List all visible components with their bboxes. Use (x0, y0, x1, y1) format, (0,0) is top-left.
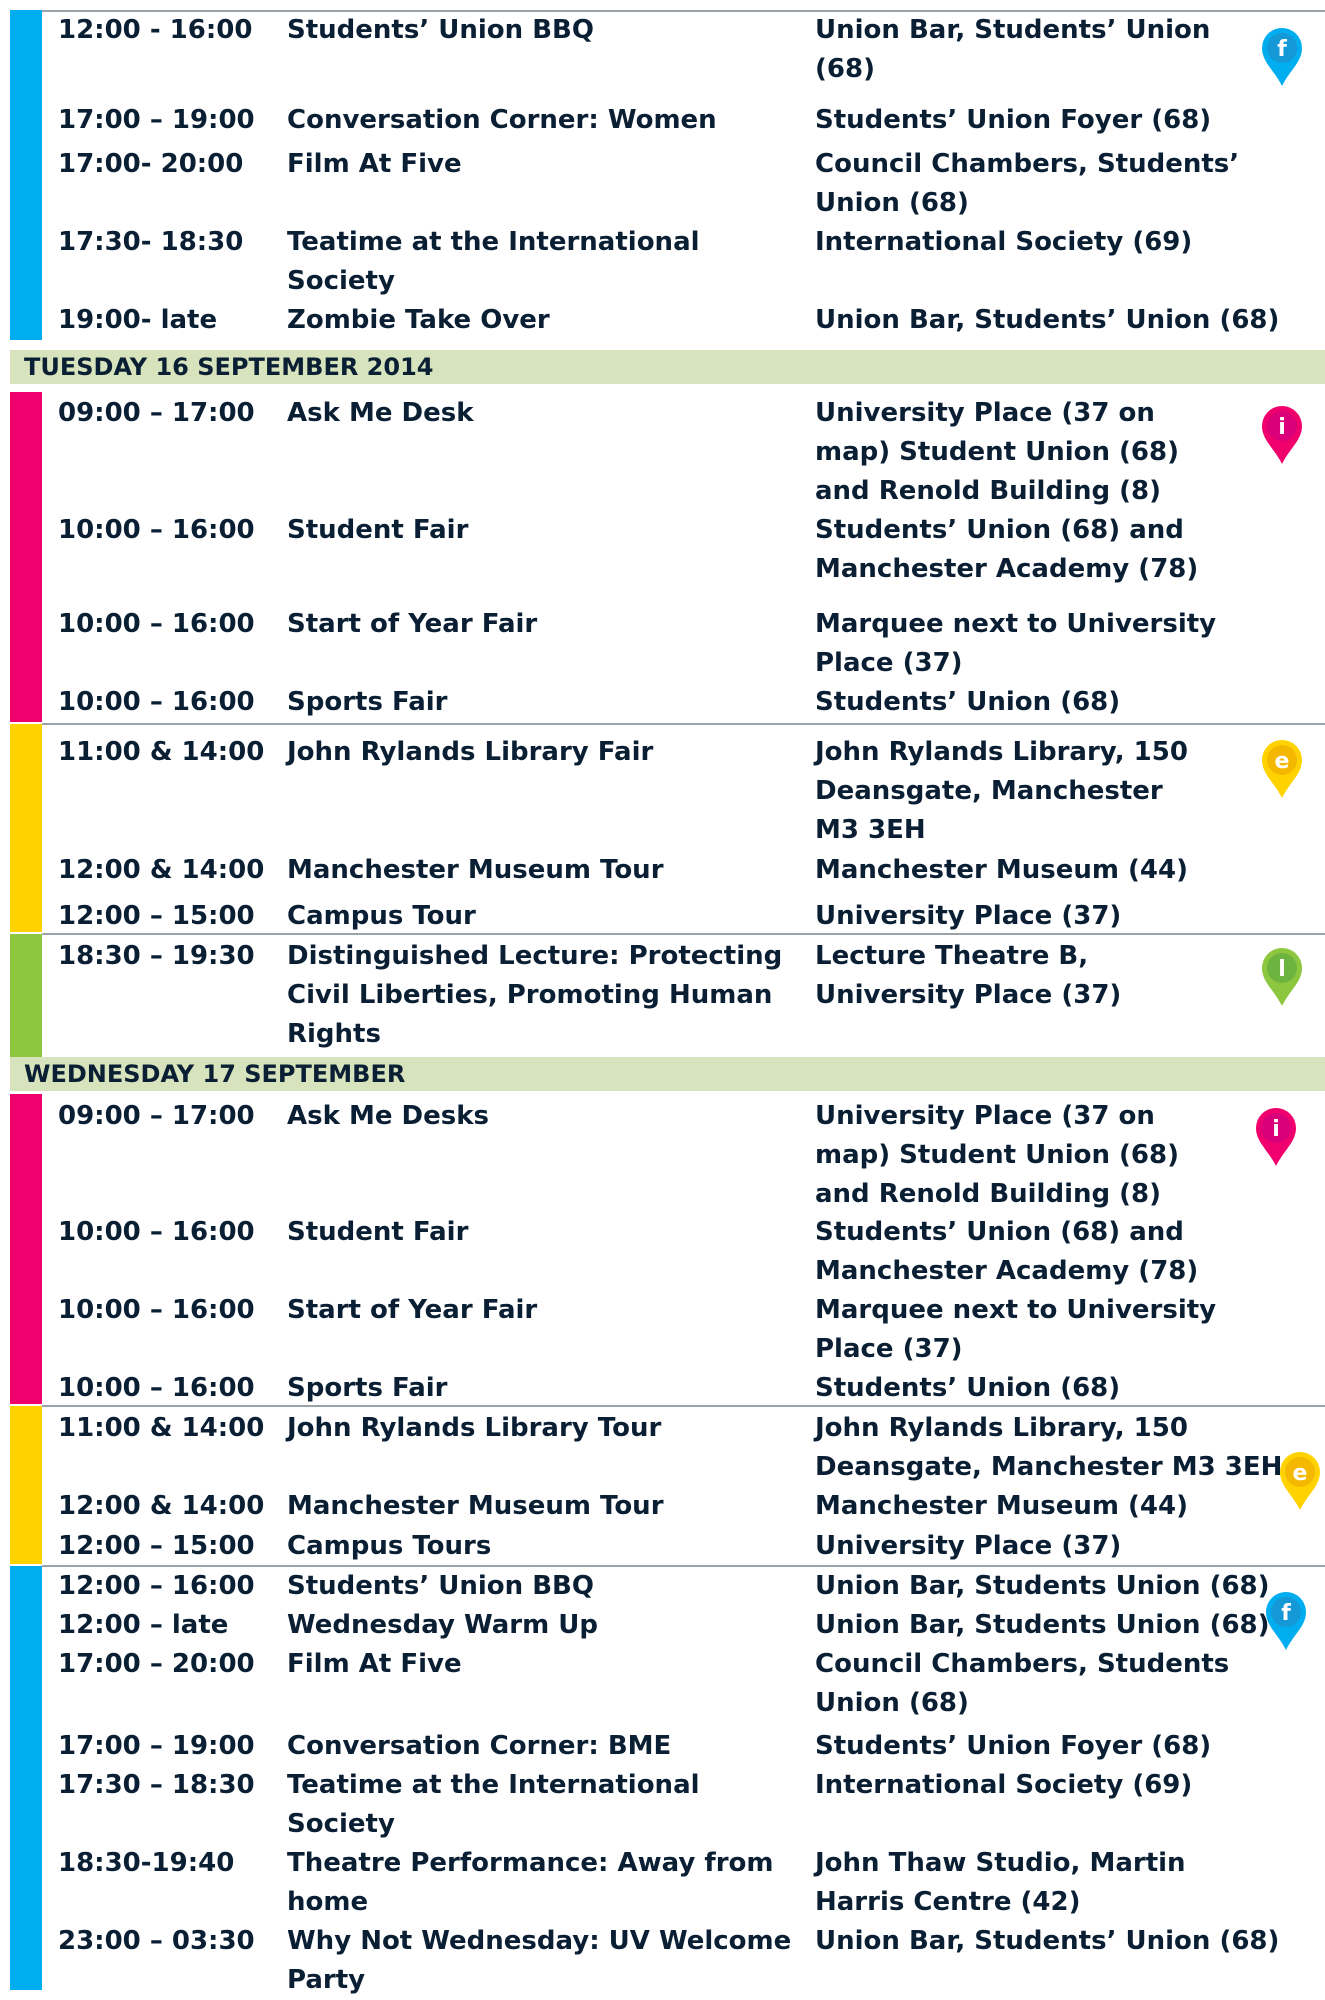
row-time: 10:00 – 16:00 (58, 1373, 255, 1403)
row-time: 12:00 & 14:00 (58, 1491, 265, 1521)
pin-letter: e (1292, 1461, 1308, 1486)
row-location: Students’ Union Foyer (68) (815, 105, 1212, 135)
row-location: Council Chambers, Students’ Union (68) (815, 149, 1240, 218)
row-time: 17:00 – 20:00 (58, 1649, 255, 1679)
row-location: International Society (69) (815, 227, 1193, 257)
row-location: Students’ Union (68) and Manchester Academy (78) (815, 515, 1199, 584)
row-time: 17:00 – 19:00 (58, 1731, 255, 1761)
row-location: International Society (69) (815, 1770, 1193, 1800)
row-location: Students’ Union (68) and Manchester Academy (78) (815, 1217, 1199, 1286)
facebook-pin-icon (1260, 26, 1304, 88)
row-time: 10:00 – 16:00 (58, 1217, 255, 1247)
row-event: Ask Me Desks (287, 1101, 489, 1131)
row-location: Union Bar, Students’ Union (68) (815, 15, 1211, 84)
row-time: 23:00 – 03:30 (58, 1926, 255, 1956)
row-time: 10:00 – 16:00 (58, 609, 255, 639)
row-time: 19:00- late (58, 305, 218, 335)
pin-letter: i (1272, 1117, 1280, 1142)
row-location: Union Bar, Students’ Union (68) (815, 305, 1280, 335)
row-event: Start of Year Fair (287, 609, 538, 639)
row-time: 12:00 – late (58, 1610, 229, 1640)
row-time: 11:00 & 14:00 (58, 1413, 265, 1443)
row-location: Lecture Theatre B, University Place (37) (815, 941, 1122, 1010)
row-event: Theatre Performance: Away from home (287, 1848, 774, 1917)
category-bar-pink (10, 1094, 42, 1404)
row-location: John Rylands Library, 150 Deansgate, Manchester M3 3EH (815, 1413, 1283, 1482)
info-pin-icon (1260, 404, 1304, 466)
row-event: Sports Fair (287, 1373, 448, 1403)
row-location: Students’ Union (68) (815, 1373, 1121, 1403)
row-location: University Place (37 on map) Student Union (68) and Renold Building (8) (815, 398, 1179, 506)
row-location: Students’ Union Foyer (68) (815, 1731, 1212, 1761)
row-location: Union Bar, Students’ Union (68) (815, 1926, 1280, 1956)
row-event: Why Not Wednesday: UV Welcome Party (287, 1926, 792, 1995)
row-location: Marquee next to University Place (37) (815, 1295, 1217, 1364)
row-event: John Rylands Library Tour (287, 1413, 662, 1443)
row-time: 10:00 – 16:00 (58, 687, 255, 717)
pin-letter: e (1274, 749, 1290, 774)
row-time: 17:30 – 18:30 (58, 1770, 255, 1800)
row-event: Manchester Museum Tour (287, 1491, 664, 1521)
row-event: Campus Tour (287, 901, 476, 931)
pin-letter: f (1277, 37, 1287, 62)
row-event: Teatime at the International Society (287, 1770, 700, 1839)
row-time: 12:00 – 15:00 (58, 1531, 255, 1561)
row-location: Students’ Union (68) (815, 687, 1121, 717)
row-location: University Place (37) (815, 1531, 1122, 1561)
row-event: Wednesday Warm Up (287, 1610, 598, 1640)
row-event: Ask Me Desk (287, 398, 474, 428)
row-location: Manchester Museum (44) (815, 855, 1188, 885)
row-time: 17:00- 20:00 (58, 149, 244, 179)
row-event: Film At Five (287, 1649, 462, 1679)
row-location: University Place (37) (815, 901, 1122, 931)
row-location: Union Bar, Students Union (68) (815, 1610, 1270, 1640)
row-event: Distinguished Lecture: Protecting Civil Liberties, Promoting Human Rights (287, 941, 783, 1049)
category-bar-yellow (10, 1406, 42, 1564)
row-time: 11:00 & 14:00 (58, 737, 265, 767)
row-location: Marquee next to University Place (37) (815, 609, 1217, 678)
row-time: 12:00 – 16:00 (58, 1571, 255, 1601)
row-time: 10:00 – 16:00 (58, 1295, 255, 1325)
pin-letter: f (1281, 1601, 1291, 1626)
pin-letter: l (1278, 957, 1286, 982)
row-event: Conversation Corner: Women (287, 105, 717, 135)
pin-letter: i (1278, 415, 1286, 440)
row-location: John Thaw Studio, Martin Harris Centre (42) (815, 1848, 1186, 1917)
row-event: Student Fair (287, 1217, 469, 1247)
lecture-pin-icon (1260, 946, 1304, 1008)
row-time: 09:00 – 17:00 (58, 398, 255, 428)
row-time: 09:00 – 17:00 (58, 1101, 255, 1131)
events-pin-icon (1260, 738, 1304, 800)
row-time: 18:30 – 19:30 (58, 941, 255, 971)
category-bar-blue (10, 10, 42, 340)
row-location: Council Chambers, Students Union (68) (815, 1649, 1230, 1718)
row-location: Manchester Museum (44) (815, 1491, 1188, 1521)
row-time: 17:30- 18:30 (58, 227, 244, 257)
row-time: 12:00 - 16:00 (58, 15, 253, 45)
row-time: 18:30-19:40 (58, 1848, 235, 1878)
category-bar-green (10, 934, 42, 1058)
row-time: 17:00 – 19:00 (58, 105, 255, 135)
row-event: Conversation Corner: BME (287, 1731, 672, 1761)
row-event: Students’ Union BBQ (287, 1571, 594, 1601)
row-event: Teatime at the International Society (287, 227, 700, 296)
category-bar-blue (10, 1566, 42, 1990)
divider (42, 723, 1325, 725)
row-event: Students’ Union BBQ (287, 15, 594, 45)
row-event: Sports Fair (287, 687, 448, 717)
row-event: Start of Year Fair (287, 1295, 538, 1325)
row-time: 12:00 & 14:00 (58, 855, 265, 885)
day-header: TUESDAY 16 SEPTEMBER 2014 (10, 350, 1325, 384)
row-event: Campus Tours (287, 1531, 492, 1561)
row-location: University Place (37 on map) Student Union (68) and Renold Building (8) (815, 1101, 1179, 1209)
row-event: Zombie Take Over (287, 305, 550, 335)
row-location: John Rylands Library, 150 Deansgate, Manchester M3 3EH (815, 737, 1188, 845)
row-time: 12:00 – 15:00 (58, 901, 255, 931)
row-location: Union Bar, Students Union (68) (815, 1571, 1270, 1601)
row-event: Student Fair (287, 515, 469, 545)
row-time: 10:00 – 16:00 (58, 515, 255, 545)
category-bar-yellow (10, 724, 42, 932)
category-bar-pink (10, 392, 42, 722)
day-header: WEDNESDAY 17 SEPTEMBER (10, 1057, 1325, 1091)
row-event: Film At Five (287, 149, 462, 179)
row-event: John Rylands Library Fair (287, 737, 654, 767)
info-pin-icon (1254, 1106, 1298, 1168)
row-event: Manchester Museum Tour (287, 855, 664, 885)
